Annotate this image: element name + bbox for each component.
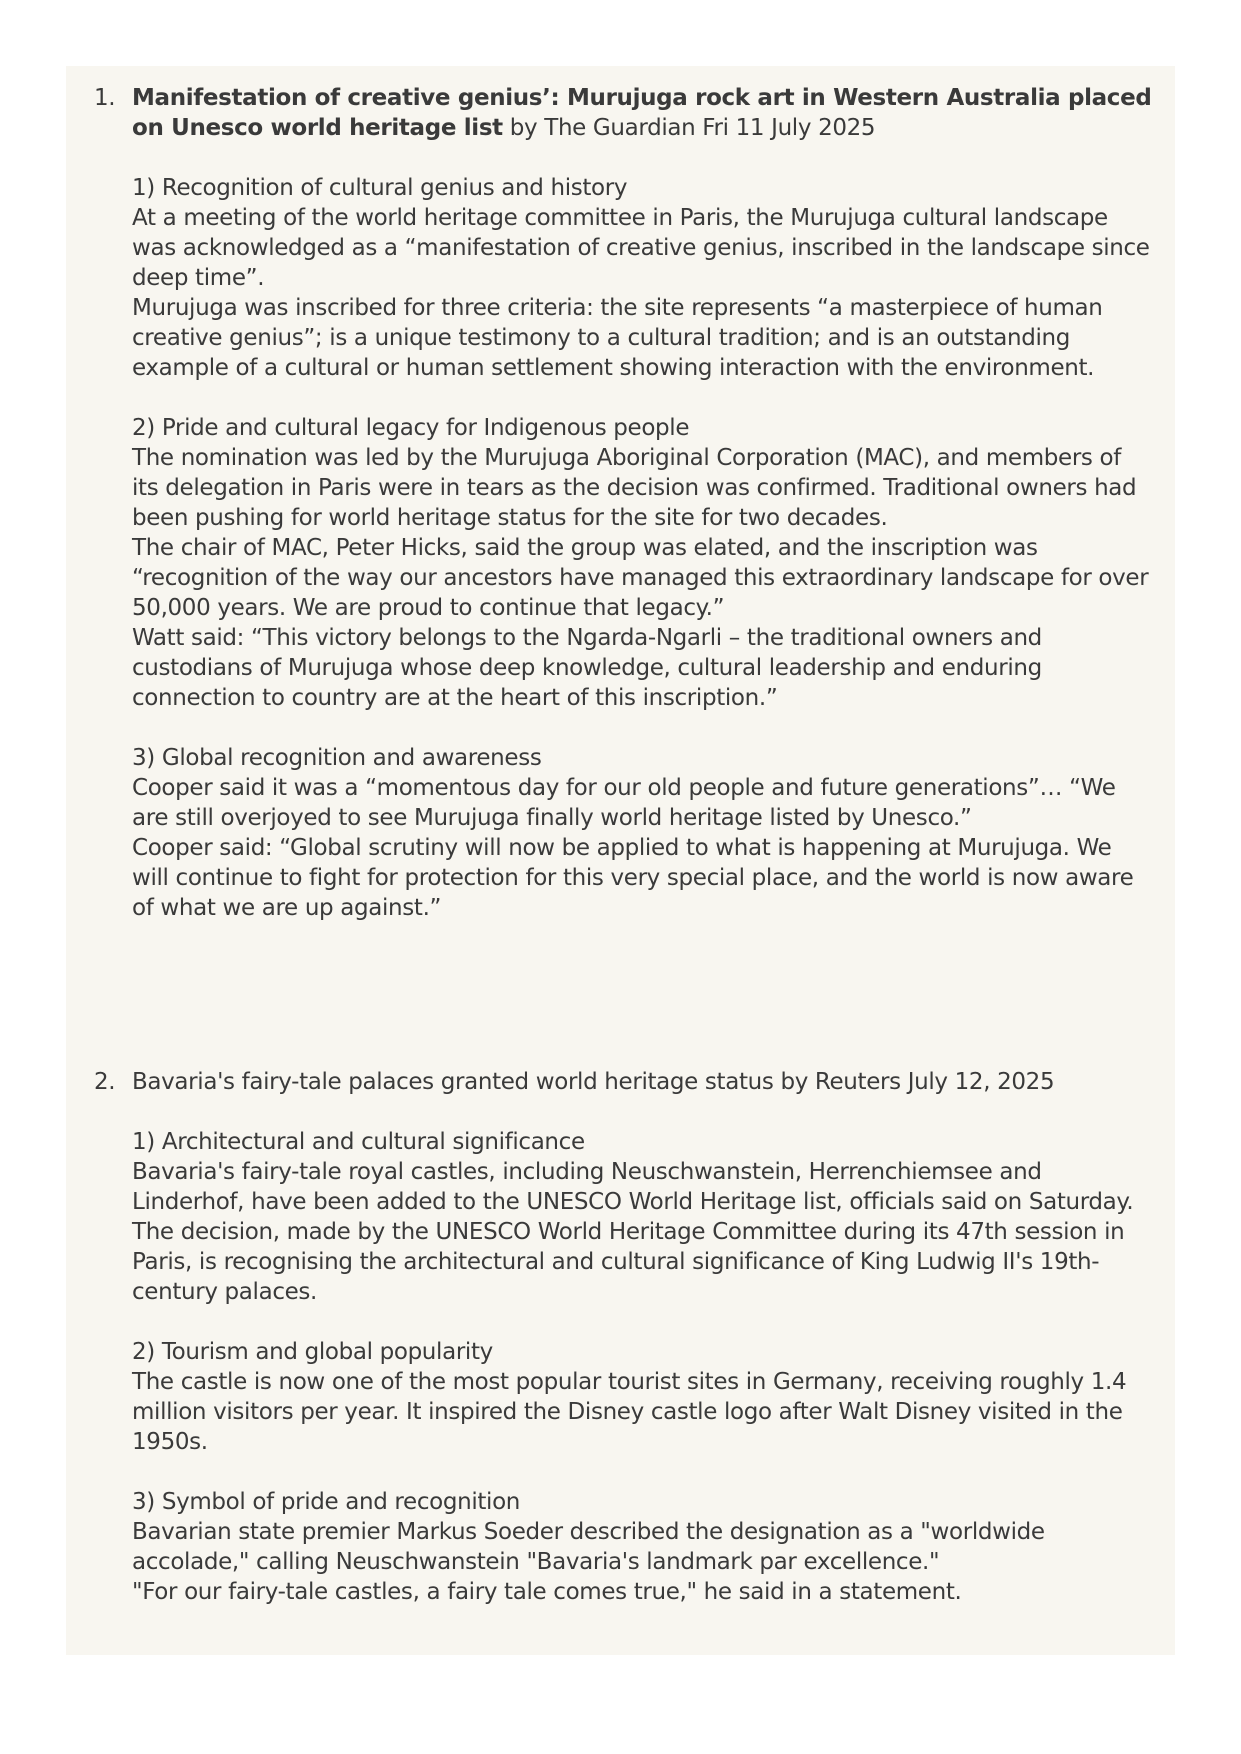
section-1 (132, 173, 1154, 383)
section-heading: 2) Pride and cultural legacy for Indigenous people (132, 415, 690, 441)
paragraph: Cooper said it was a “momentous day for our old people and future generations”… “We are still overjoyed to see Murujuga finally world heritage listed by Unesco.” (132, 775, 1116, 831)
article-1 (94, 83, 1154, 923)
section-heading: 3) Global recognition and awareness (132, 745, 542, 771)
paragraph: The decision, made by the UNESCO World Heritage Committee during its 47th session in Paris, is recognising the architectural and cultural significance of King Ludwig II's 19th-century palaces. (132, 1219, 1125, 1305)
paragraph: Bavarian state premier Markus Soeder described the designation as a "worldwide accolade," calling Neuschwanstein "Bavaria's landmark par excellence." (132, 1519, 1045, 1575)
section-2 (132, 1337, 1154, 1457)
article-source: by The Guardian Fri 11 July 2025 (502, 115, 876, 141)
paragraph: The nomination was led by the Murujuga Aboriginal Corporation (MAC), and members of its delegation in Paris were in tears as the decision was confirmed. Traditional owners had been pushing for world heritage status for the site for two decades. (132, 445, 1137, 531)
paragraph: "For our fairy-tale castles, a fairy tale comes true," he said in a statement. (132, 1579, 962, 1605)
section-heading: 1) Architectural and cultural significance (132, 1129, 585, 1155)
article-title (132, 83, 1154, 143)
section-3 (132, 743, 1154, 923)
paragraph: Cooper said: “Global scrutiny will now be applied to what is happening at Murujuga. We will continue to fight for protection for this very special place, and the world is now aware of what we are up against.” (132, 835, 1134, 921)
article-headline: Manifestation of creative genius’: Murujuga rock art in Western Australia placed on Unesco world heritage list (132, 85, 1152, 141)
section-3 (132, 1487, 1154, 1607)
list-number: 1. (94, 85, 116, 111)
paragraph: The chair of MAC, Peter Hicks, said the group was elated, and the inscription was “recognition of the way our ancestors have managed this extraordinary landscape for over 50,000 years. We are proud to continue that legacy.” (132, 535, 1149, 621)
article-source: Bavaria's fairy-tale palaces granted world heritage status by Reuters July 12, 2025 (132, 1069, 1055, 1095)
list-number: 2. (94, 1069, 116, 1095)
section-1 (132, 1127, 1154, 1307)
section-heading: 2) Tourism and global popularity (132, 1339, 493, 1365)
paragraph: The castle is now one of the most popular tourist sites in Germany, receiving roughly 1.4 million visitors per year. It inspired the Disney castle logo after Walt Disney visited in the 1950s. (132, 1369, 1127, 1455)
document-panel (66, 66, 1175, 1655)
article-title (132, 1067, 1154, 1097)
section-heading: 1) Recognition of cultural genius and history (132, 175, 628, 201)
article-2 (94, 1067, 1154, 1607)
paragraph: At a meeting of the world heritage committee in Paris, the Murujuga cultural landscape was acknowledged as a “manifestation of creative genius, inscribed in the landscape since deep time”. (132, 205, 1150, 291)
paragraph: Murujuga was inscribed for three criteria: the site represents “a masterpiece of human creative genius”; is a unique testimony to a cultural tradition; and is an outstanding example of a cultural or human settlement showing interaction with the environment. (132, 295, 1103, 381)
paragraph: Watt said: “This victory belongs to the Ngarda-Ngarli – the traditional owners and custodians of Murujuga whose deep knowledge, cultural leadership and enduring connection to country are at the heart of this inscription.” (132, 625, 1042, 711)
section-heading: 3) Symbol of pride and recognition (132, 1489, 521, 1515)
paragraph: Bavaria's fairy-tale royal castles, including Neuschwanstein, Herrenchiemsee and Linderhof, have been added to the UNESCO World Heritage list, officials said on Saturday. (132, 1159, 1134, 1215)
section-2 (132, 413, 1154, 713)
